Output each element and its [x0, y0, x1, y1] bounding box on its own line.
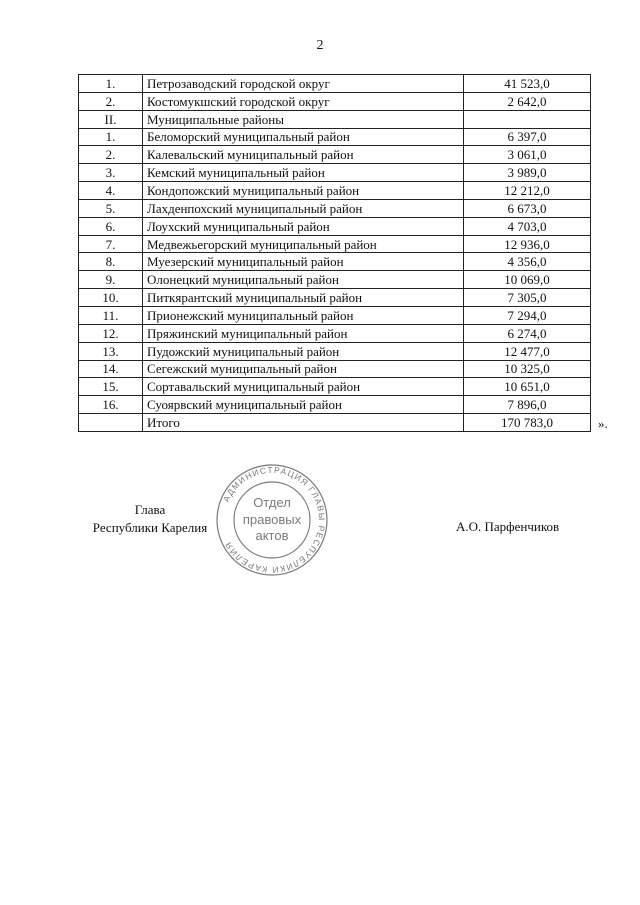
row-number: 9. — [79, 271, 143, 289]
allocation-table-body — [79, 75, 591, 432]
table-row — [79, 217, 591, 235]
row-name: Костомукшский городской округ — [143, 92, 464, 110]
row-name: Суоярвский муниципальный район — [143, 396, 464, 414]
row-value: 2 642,0 — [464, 92, 591, 110]
department-stamp — [214, 462, 330, 578]
table-row — [79, 324, 591, 342]
row-name: Пряжинский муниципальный район — [143, 324, 464, 342]
row-value: 41 523,0 — [464, 75, 591, 93]
row-value: 6 397,0 — [464, 128, 591, 146]
row-value: 6 274,0 — [464, 324, 591, 342]
row-name: Итого — [143, 414, 464, 432]
row-name: Муниципальные районы — [143, 110, 464, 128]
stamp-line-3: актов — [255, 528, 289, 543]
row-number: 4. — [79, 182, 143, 200]
row-value: 12 477,0 — [464, 342, 591, 360]
row-value: 4 356,0 — [464, 253, 591, 271]
row-value: 170 783,0 — [464, 414, 591, 432]
table-row — [79, 235, 591, 253]
row-number: 14. — [79, 360, 143, 378]
row-number: 1. — [79, 75, 143, 93]
row-value: 6 673,0 — [464, 199, 591, 217]
stamp-ring-textpath: АДМИНИСТРАЦИЯ ГЛАВЫ РЕСПУБЛИКИ КАРЕЛИЯ — [220, 464, 328, 576]
table-row — [79, 164, 591, 182]
row-number: 10. — [79, 289, 143, 307]
row-value: 12 212,0 — [464, 182, 591, 200]
allocation-table — [78, 74, 591, 432]
table-row — [79, 360, 591, 378]
row-name: Пудожский муниципальный район — [143, 342, 464, 360]
row-number: 1. — [79, 128, 143, 146]
table-row — [79, 342, 591, 360]
row-value: 7 294,0 — [464, 306, 591, 324]
row-value: 10 325,0 — [464, 360, 591, 378]
table-row — [79, 110, 591, 128]
row-number: 15. — [79, 378, 143, 396]
row-name: Петрозаводский городской округ — [143, 75, 464, 93]
signatory-name: А.О. Парфенчиков — [456, 519, 560, 534]
row-name: Лоухский муниципальный район — [143, 217, 464, 235]
row-number: 16. — [79, 396, 143, 414]
row-name: Сортавальский муниципальный район — [143, 378, 464, 396]
closing-quote: ». — [598, 416, 608, 431]
table-row — [79, 253, 591, 271]
row-value: 3 989,0 — [464, 164, 591, 182]
row-number: 2. — [79, 146, 143, 164]
row-value: 10 069,0 — [464, 271, 591, 289]
table-row — [79, 306, 591, 324]
signatory-title — [82, 501, 218, 537]
signatory-title-line2: Республики Карелия — [92, 520, 208, 535]
table-row — [79, 271, 591, 289]
table-row — [79, 128, 591, 146]
row-name: Муезерский муниципальный район — [143, 253, 464, 271]
row-name: Питкярантский муниципальный район — [143, 289, 464, 307]
row-number: 8. — [79, 253, 143, 271]
stamp-line-2: правовых — [242, 512, 302, 527]
table-row — [79, 289, 591, 307]
row-number: 3. — [79, 164, 143, 182]
row-number: 7. — [79, 235, 143, 253]
row-value: 7 896,0 — [464, 396, 591, 414]
row-value: 3 061,0 — [464, 146, 591, 164]
row-number: 6. — [79, 217, 143, 235]
row-number: 11. — [79, 306, 143, 324]
table-row — [79, 378, 591, 396]
row-value: 7 305,0 — [464, 289, 591, 307]
table-row — [79, 396, 591, 414]
stamp-line-1: Отдел — [253, 495, 291, 510]
table-row — [79, 182, 591, 200]
row-number: 12. — [79, 324, 143, 342]
row-name: Лахденпохский муниципальный район — [143, 199, 464, 217]
table-row — [79, 199, 591, 217]
table-total-row — [79, 414, 591, 432]
row-name: Сегежский муниципальный район — [143, 360, 464, 378]
table-row — [79, 92, 591, 110]
row-name: Беломорский муниципальный район — [143, 128, 464, 146]
row-name: Кондопожский муниципальный район — [143, 182, 464, 200]
page-number: 2 — [316, 38, 324, 53]
row-number: 2. — [79, 92, 143, 110]
row-name: Олонецкий муниципальный район — [143, 271, 464, 289]
row-name: Прионежский муниципальный район — [143, 306, 464, 324]
row-name: Кемский муниципальный район — [143, 164, 464, 182]
row-number: 5. — [79, 199, 143, 217]
row-value: 12 936,0 — [464, 235, 591, 253]
signatory-title-line1: Глава — [134, 502, 166, 517]
row-number: 13. — [79, 342, 143, 360]
row-number — [79, 414, 143, 432]
table-row — [79, 75, 591, 93]
row-name: Калевальский муниципальный район — [143, 146, 464, 164]
table-row — [79, 146, 591, 164]
row-value: 10 651,0 — [464, 378, 591, 396]
row-name: Медвежьегорский муниципальный район — [143, 235, 464, 253]
row-number: II. — [79, 110, 143, 128]
row-value: 4 703,0 — [464, 217, 591, 235]
row-value — [464, 110, 591, 128]
